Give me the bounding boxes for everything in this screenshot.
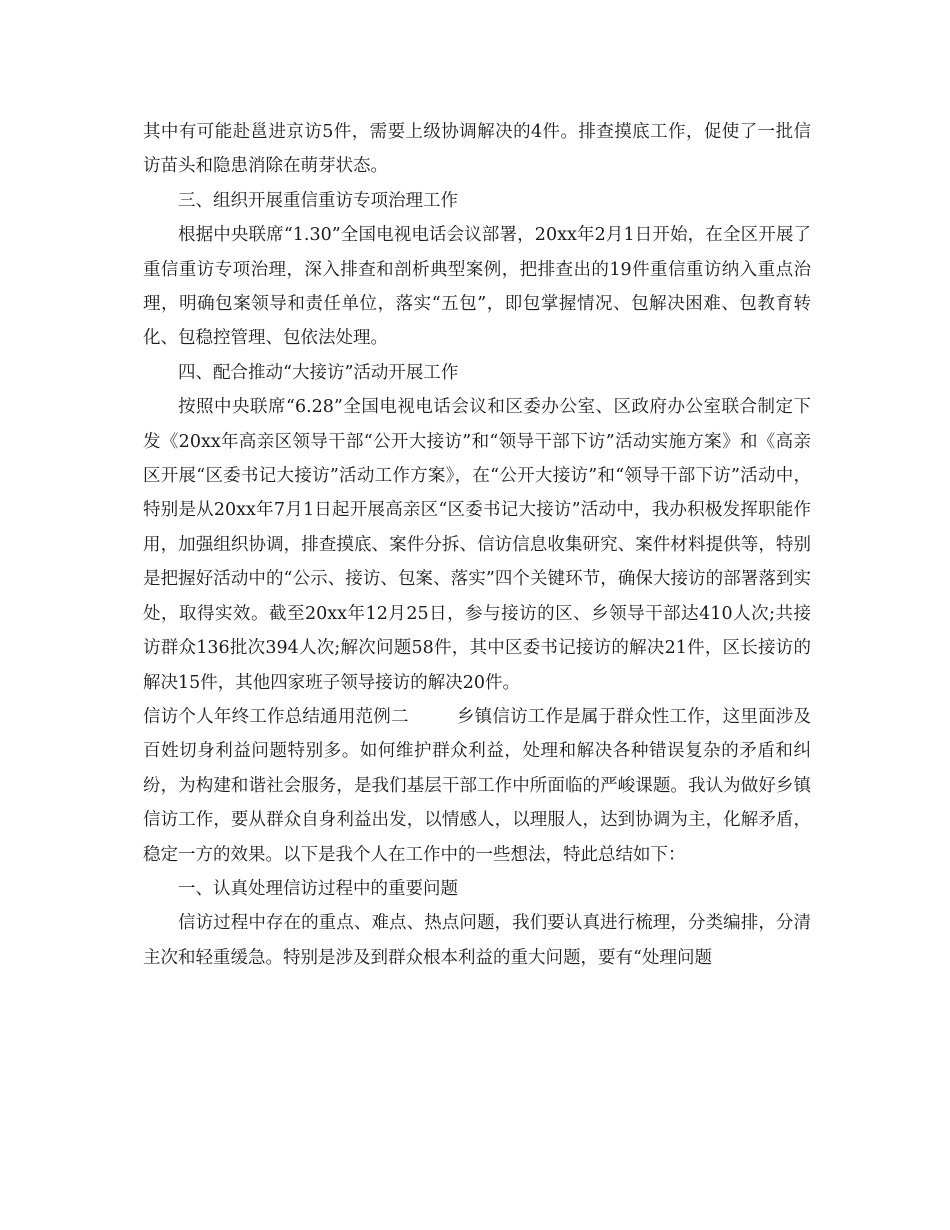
- paragraph-big-reception: 按照中央联席“6.28”全国电视电话会议和区委办公室、区政府办公室联合制定下发《20xx年高亲区领导干部“公开大接访”和“领导干部下访”活动实施方案》和《高亲区开展“区委书记大接访”活动工作方案》，在“公开大接访”和“领导干部下访”活动中，特别是从20xx年7月1日起开展高亲区“区委书记大接访”活动中，我办积极发挥职能作用，加强组织协调，排查摸底、案件分拆、信访信息收集研究、案件材料提供等，特别是把握好活动中的“公示、接访、包案、落实”四个关键环节，确保大接访的部署落到实处，取得实效。截至20xx年12月25日，参与接访的区、乡领导干部达410人次;共接访群众136批次394人次;解次问题58件，其中区委书记接访的解决21件，区长接访的解决15件，其他四家班子领导接访的解决20件。: [143, 397, 811, 693]
- paragraph-example-two: [143, 700, 811, 872]
- paragraph-intro: 其中有可能赴邕进京访5件，需要上级协调解决的4件。排查摸底工作，促使了一批信访苗头和隐患消除在萌芽状态。: [143, 122, 811, 177]
- example-two-body: 乡镇信访工作是属于群众性工作，这里面涉及百姓切身利益问题特别多。如何维护群众利益，处理和解决各种错误复杂的矛盾和纠纷，为构建和谐社会服务，是我们基层干部工作中所面临的严峻课题。我认为做好乡镇信访工作，要从群众自身利益出发，以情感人，以理服人，达到协调为主，化解矛盾，稳定一方的效果。以下是我个人在工作中的一些想法，特此总结如下：: [143, 706, 812, 865]
- section-heading-1: 一、认真处理信访过程中的重要问题: [178, 878, 458, 899]
- section-heading-4: 四、配合推动“大接访”活动开展工作: [178, 362, 459, 383]
- section-heading-3: 三、组织开展重信重访专项治理工作: [178, 190, 458, 211]
- example-two-title: 信访个人年终工作总结通用范例二: [143, 706, 409, 727]
- paragraph-special-governance: 根据中央联席“1.30”全国电视电话会议部署，20xx年2月1日开始，在全区开展了重信重访专项治理，深入排查和剖析典型案例，把排查出的19件重信重访纳入重点治理，明确包案领导和责任单位，落实“五包”，即包掌握情况、包解决困难、包教育转化、包稳控管理、包依法处理。: [143, 225, 811, 349]
- document-body: [143, 115, 811, 975]
- paragraph-key-issues: 信访过程中存在的重点、难点、热点问题，我们要认真进行梳理，分类编排，分清主次和轻重缓急。特别是涉及到群众根本利益的重大问题，要有“处理问题: [143, 913, 811, 968]
